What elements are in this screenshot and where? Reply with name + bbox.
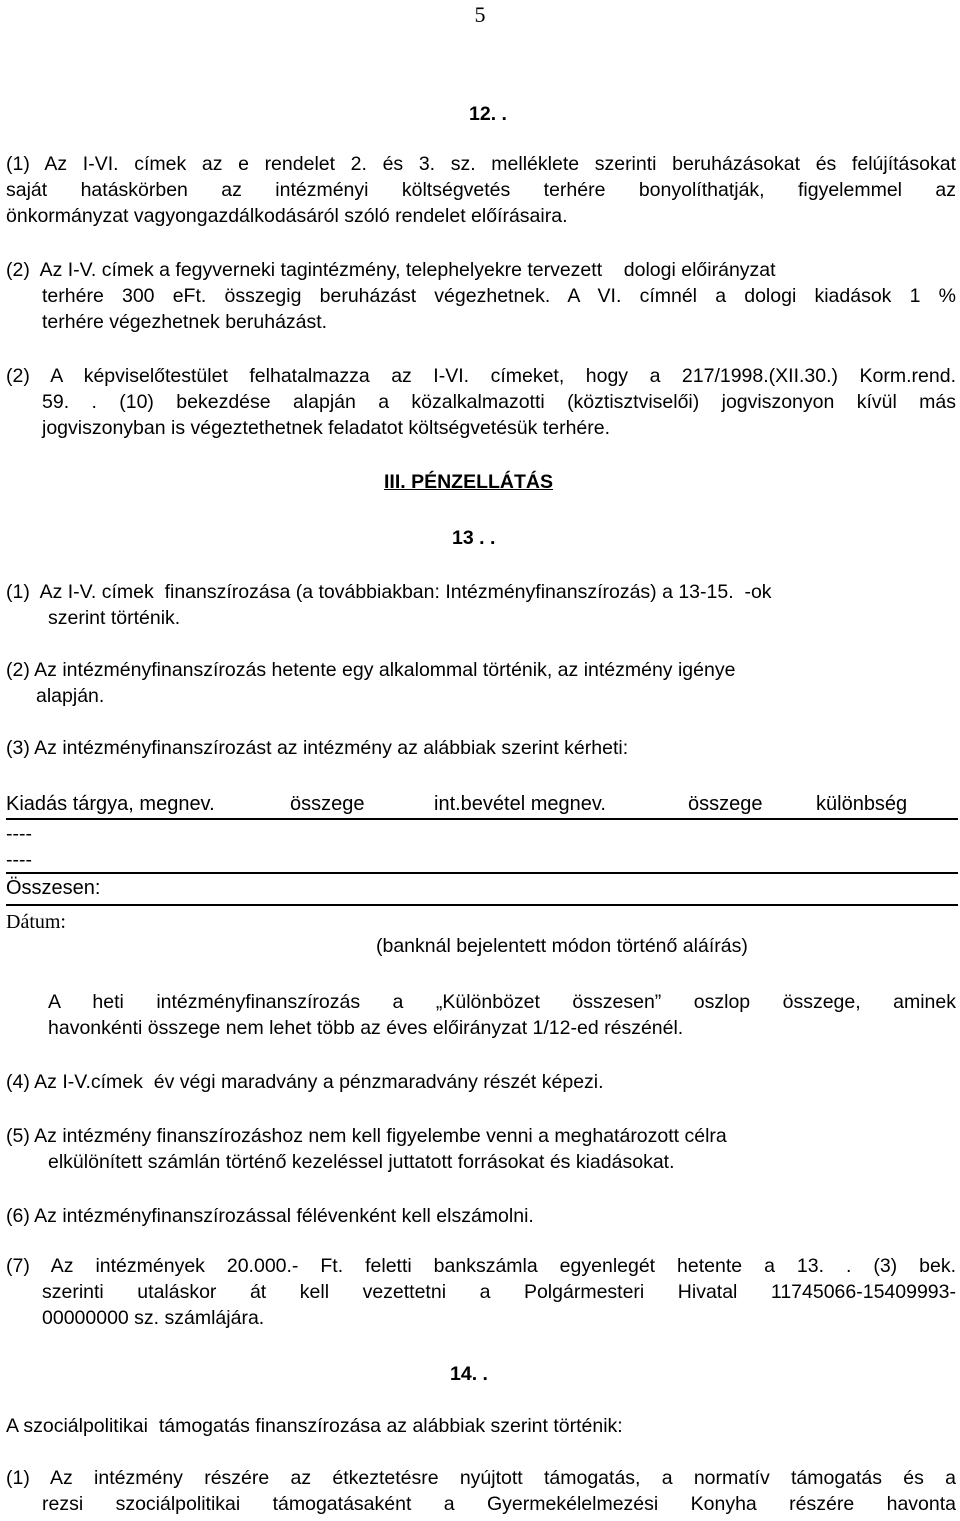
total-label: Összesen: <box>6 877 101 899</box>
paragraph-13-4: (4) Az I-V.címek év végi maradvány a pénzmaradvány részét képezi. <box>6 1071 604 1093</box>
text-line: havonkénti összege nem lehet több az éves előirányzat 1/12-ed részénél. <box>48 1017 684 1039</box>
paragraph-13-6: (6) Az intézményfinanszírozással félévenként kell elszámolni. <box>6 1205 534 1227</box>
section-14-intro: A szociálpolitikai támogatás finanszírozása az alábbiak szerint történik: <box>6 1415 623 1437</box>
text-line: (7) Az intézmények 20.000.- Ft. feletti bankszámla egyenlegét hetente a 13. . (3) bek. <box>6 1255 956 1277</box>
text-line: elkülönített számlán történő kezeléssel juttatott forrásokat és kiadásokat. <box>48 1151 675 1173</box>
page-number: 5 <box>474 2 486 27</box>
chapter-title: III. PÉNZELLÁTÁS <box>384 471 554 493</box>
text-line: (2) Az I-V. címek a fegyverneki tagintézmény, telephelyekre tervezett dologi előirányzat <box>6 259 776 281</box>
text-line: rezsi szociálpolitikai támogatásaként a Gyermekélelmezési Konyha részére havonta <box>42 1493 956 1515</box>
text-line: terhére végezhetnek beruházást. <box>42 311 328 333</box>
text-line: (2) Az intézményfinanszírozás hetente egy alkalommal történik, az intézmény igénye <box>6 659 736 681</box>
text-line: 59. . (10) bekezdése alapján a közalkalmazotti (köztisztviselői) jogviszonyon kívül más <box>42 391 956 413</box>
text-line: jogviszonyban is végeztethetnek feladatot költségvetésük terhére. <box>42 417 611 439</box>
column-header: összege <box>290 793 365 815</box>
text-line: alapján. <box>36 685 105 707</box>
text-line: A heti intézményfinanszírozás a „Különbözet összesen” oszlop összege, aminek <box>48 991 956 1013</box>
text-line: terhére 300 eFt. összegig beruházást végezhetnek. A VI. címnél a dologi kiadások 1 % <box>42 285 956 307</box>
text-line: (1) Az I-VI. címek az e rendelet 2. és 3. sz. melléklete szerinti beruházásokat és felújításokat <box>6 153 956 175</box>
column-header: összege <box>688 793 763 815</box>
paragraph-13-3: (3) Az intézményfinanszírozást az intézmény az alábbiak szerint kérheti: <box>6 737 629 759</box>
form-row: ---- <box>6 849 32 871</box>
text-line: szerinti utaláskor át kell vezettetni a Polgármesteri Hivatal 11745066-15409993- <box>42 1281 956 1303</box>
date-label: Dátum: <box>6 911 66 933</box>
total-bottom-line <box>6 904 958 906</box>
column-header: int.bevétel megnev. <box>434 793 606 815</box>
text-line: szerint történik. <box>48 607 181 629</box>
text-line: önkormányzat vagyongazdálkodásáról szóló rendelet előírásaira. <box>6 205 568 227</box>
text-line: (1) Az I-V. címek finanszírozása (a továbbiakban: Intézményfinanszírozás) a 13-15. -ok <box>6 581 772 603</box>
header-divider <box>6 818 958 820</box>
total-divider <box>6 872 958 874</box>
column-header: különbség <box>816 793 908 815</box>
section-13-heading: 13 . . <box>452 527 496 549</box>
section-14-heading: 14. . <box>450 1363 488 1385</box>
signature-label: (banknál bejelentett módon történő aláírás) <box>376 935 748 957</box>
text-line: saját hatáskörben az intézményi költségvetés terhére bonyolíthatják, figyelemmel az <box>6 179 956 201</box>
text-line: (5) Az intézmény finanszírozáshoz nem kell figyelembe venni a meghatározott célra <box>6 1125 727 1147</box>
text-line: 00000000 sz. számlájára. <box>42 1307 265 1329</box>
text-line: (2) A képviselőtestület felhatalmazza az I-VI. címeket, hogy a 217/1998.(XII.30.) Korm.rend. <box>6 365 956 387</box>
column-header: Kiadás tárgya, megnev. <box>6 793 215 815</box>
section-12-heading: 12. . <box>469 103 507 125</box>
form-row: ---- <box>6 823 32 845</box>
text-line: (1) Az intézmény részére az étkeztetésre nyújtott támogatás, a normatív támogatás és a <box>6 1467 956 1489</box>
